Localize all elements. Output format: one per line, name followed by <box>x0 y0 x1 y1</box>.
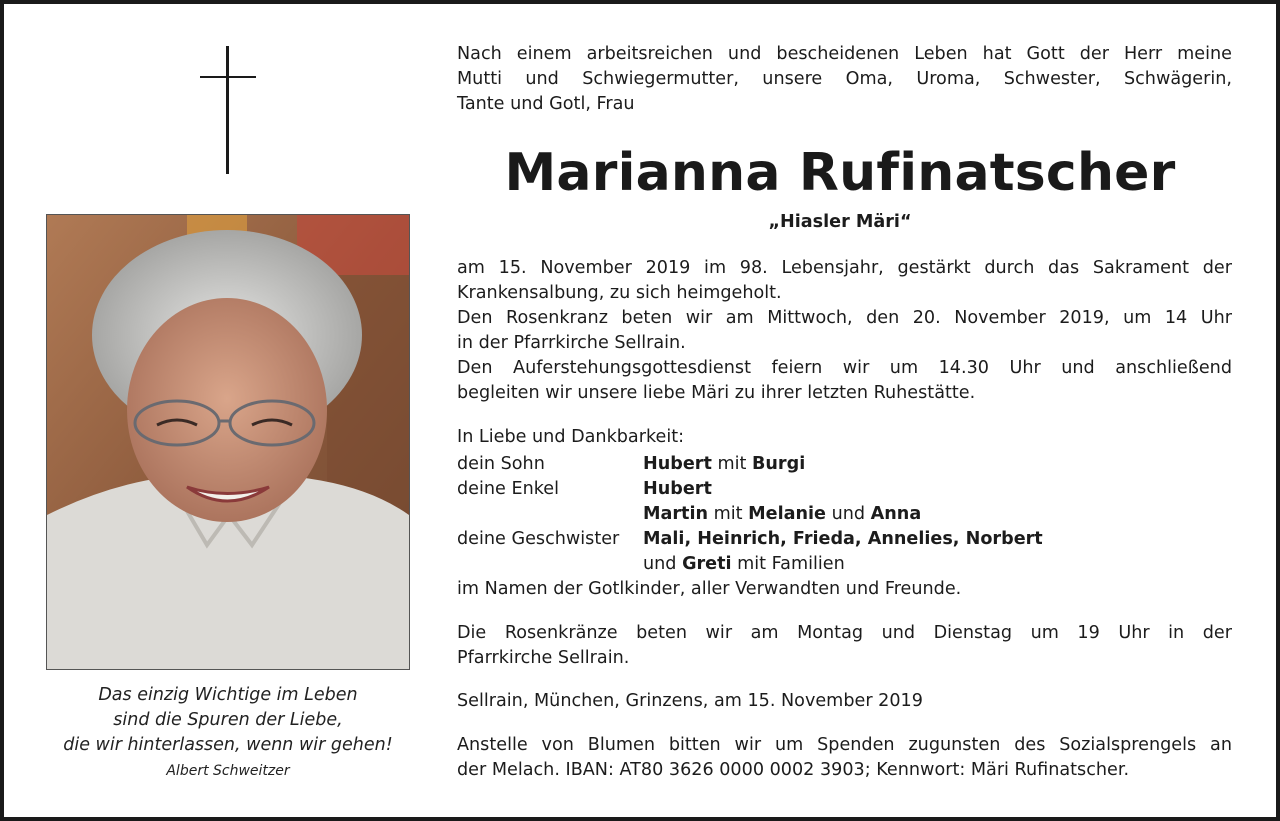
donation-line: der Melach. IBAN: AT80 3626 0000 0002 3903; Kennwort: Märi Rufinatscher. <box>457 760 1130 780</box>
family-member-name: Hubert <box>643 479 712 499</box>
body-line: in der Pfarrkirche Sellrain. <box>457 333 686 353</box>
family-member-name: Anna <box>870 504 922 524</box>
family-connector: mit <box>708 504 749 524</box>
donation-line: Anstelle von Blumen bitten wir um Spenden zugunsten des Sozialsprengels an <box>457 735 1232 755</box>
family-member-name: Mali, Heinrich, Frieda, Annelies, Norbert <box>643 529 1043 549</box>
quote-line: sind die Spuren der Liebe, <box>113 710 343 730</box>
intro-paragraph <box>457 42 1232 117</box>
deceased-name: Marianna Rufinatscher <box>504 143 1176 203</box>
family-names <box>643 552 845 577</box>
place-date: Sellrain, München, Grinzens, am 15. November 2019 <box>457 691 923 711</box>
family-relation: deine Enkel <box>457 479 559 499</box>
donation-paragraph <box>457 733 1232 783</box>
portrait-photo <box>46 214 410 670</box>
announcement-paragraph <box>457 256 1232 406</box>
quote-block <box>30 683 426 782</box>
deceased-nickname: „Hiasler Märi“ <box>768 212 912 232</box>
body-line: Den Rosenkranz beten wir am Mittwoch, den 20. November 2019, um 14 Uhr <box>457 308 1232 328</box>
family-names <box>643 452 805 477</box>
family-names <box>643 527 1043 552</box>
intro-line: Tante und Gotl, Frau <box>457 94 635 114</box>
family-member-name: Burgi <box>752 454 806 474</box>
closing-line: im Namen der Gotlkinder, aller Verwandten und Freunde. <box>457 579 962 599</box>
family-relation: dein Sohn <box>457 454 545 474</box>
rosary-line: Pfarrkirche Sellrain. <box>457 648 630 668</box>
rosary-line: Die Rosenkränze beten wir am Montag und Dienstag um 19 Uhr in der <box>457 623 1232 643</box>
cross-icon <box>200 46 256 174</box>
family-connector: mit Familien <box>731 554 845 574</box>
family-relation: deine Geschwister <box>457 529 620 549</box>
family-member-name: Greti <box>682 554 732 574</box>
intro-line: Nach einem arbeitsreichen und bescheidenen Leben hat Gott der Herr meine <box>457 44 1232 64</box>
body-line: am 15. November 2019 im 98. Lebensjahr, gestärkt durch das Sakrament der <box>457 258 1232 278</box>
quote-author: Albert Schweitzer <box>166 763 290 779</box>
family-member-name: Melanie <box>748 504 826 524</box>
body-line: Den Auferstehungsgottesdienst feiern wir um 14.30 Uhr und anschließend <box>457 358 1232 378</box>
body-line: Krankensalbung, zu sich heimgeholt. <box>457 283 782 303</box>
family-connector: und <box>826 504 871 524</box>
family-connector: mit <box>711 454 752 474</box>
rosary-paragraph <box>457 621 1232 671</box>
intro-line: Mutti und Schwiegermutter, unsere Oma, Uroma, Schwester, Schwägerin, <box>457 69 1232 89</box>
thanks-heading: In Liebe und Dankbarkeit: <box>457 427 685 447</box>
quote-line: Das einzig Wichtige im Leben <box>98 685 358 705</box>
body-line: begleiten wir unsere liebe Märi zu ihrer letzten Ruhestätte. <box>457 383 976 403</box>
quote-line: die wir hinterlassen, wenn wir gehen! <box>63 735 393 755</box>
family-names <box>643 502 921 527</box>
family-names <box>643 477 712 502</box>
family-connector: und <box>643 554 683 574</box>
family-member-name: Martin <box>643 504 709 524</box>
family-member-name: Hubert <box>643 454 712 474</box>
